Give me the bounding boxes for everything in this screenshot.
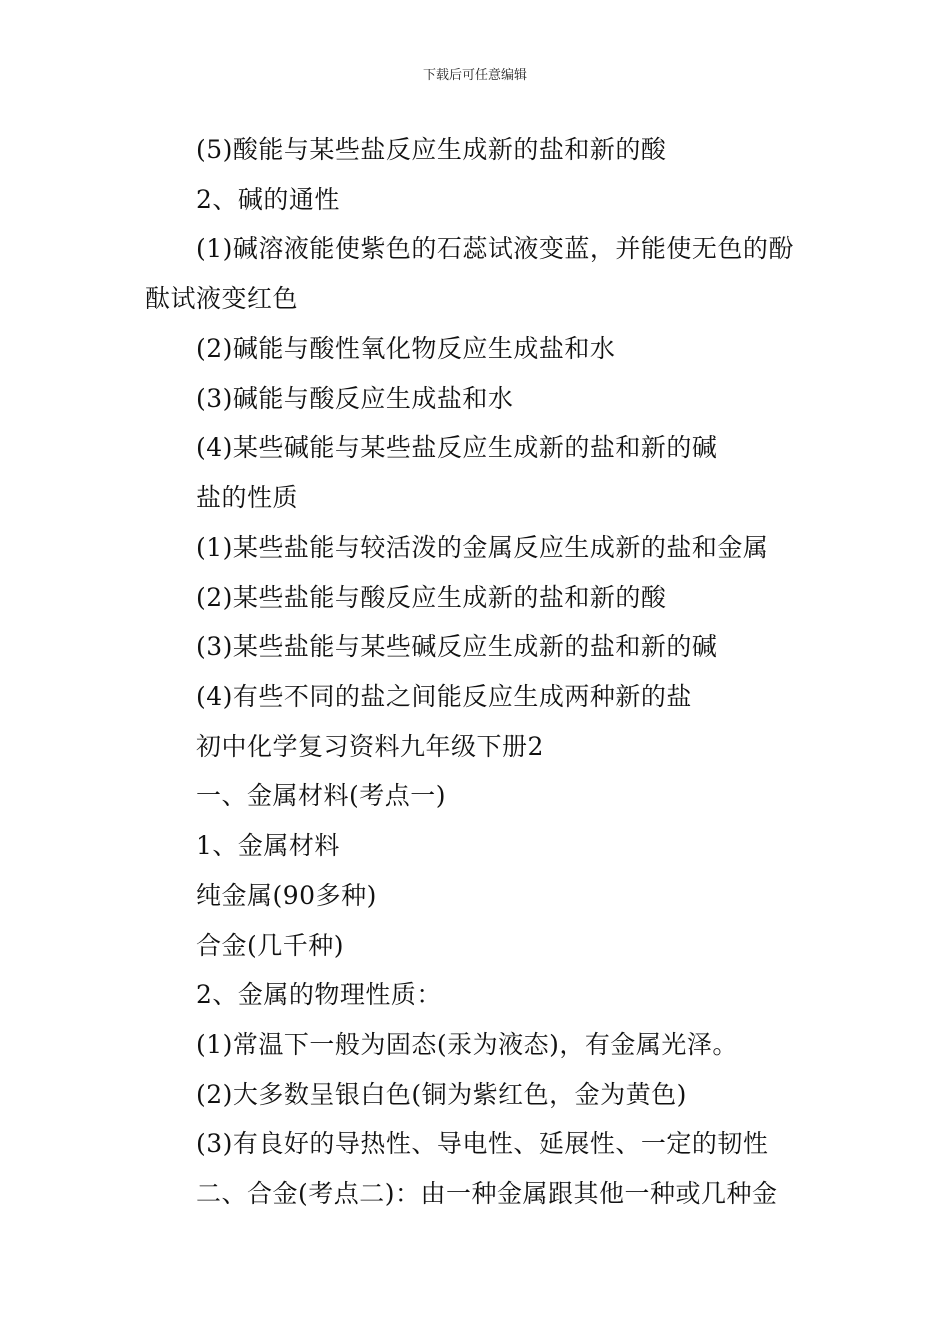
section-heading: 初中化学复习资料九年级下册2 (196, 732, 544, 761)
text-line: 合金(几千种) (196, 931, 345, 960)
text-line: (5)酸能与某些盐反应生成新的盐和新的酸 (196, 135, 667, 164)
text-line: (2)某些盐能与酸反应生成新的盐和新的酸 (196, 583, 667, 612)
text-line: (1)碱溶液能使紫色的石蕊试液变蓝，并能使无色的酚 (196, 234, 794, 263)
text-line: 酞试液变红色 (145, 284, 299, 313)
page-header: 下载后可任意编辑 (422, 68, 527, 83)
text-line: (3)碱能与酸反应生成盐和水 (196, 384, 514, 413)
text-line: 纯金属(90多种) (196, 881, 377, 910)
section-heading: 盐的性质 (196, 483, 299, 512)
text-line: (1)某些盐能与较活泼的金属反应生成新的盐和金属 (196, 533, 769, 562)
text-line: (4)有些不同的盐之间能反应生成两种新的盐 (196, 682, 692, 711)
text-line: (3)某些盐能与某些碱反应生成新的盐和新的碱 (196, 632, 718, 661)
section-heading: 一、金属材料(考点一) (196, 781, 447, 810)
text-line: (2)大多数呈银白色(铜为紫红色，金为黄色) (196, 1080, 687, 1109)
text-line: 2、碱的通性 (196, 185, 340, 214)
text-line: 1、金属材料 (196, 831, 340, 860)
text-line: (4)某些碱能与某些盐反应生成新的盐和新的碱 (196, 433, 718, 462)
text-line: (2)碱能与酸性氧化物反应生成盐和水 (196, 334, 616, 363)
text-line: (3)有良好的导热性、导电性、延展性、一定的韧性 (196, 1129, 769, 1158)
section-heading: 二、合金(考点二)：由一种金属跟其他一种或几种金 (196, 1179, 778, 1208)
text-line: (1)常温下一般为固态(汞为液态)，有金属光泽。 (196, 1030, 738, 1059)
text-line: 2、金属的物理性质： (196, 980, 442, 1009)
